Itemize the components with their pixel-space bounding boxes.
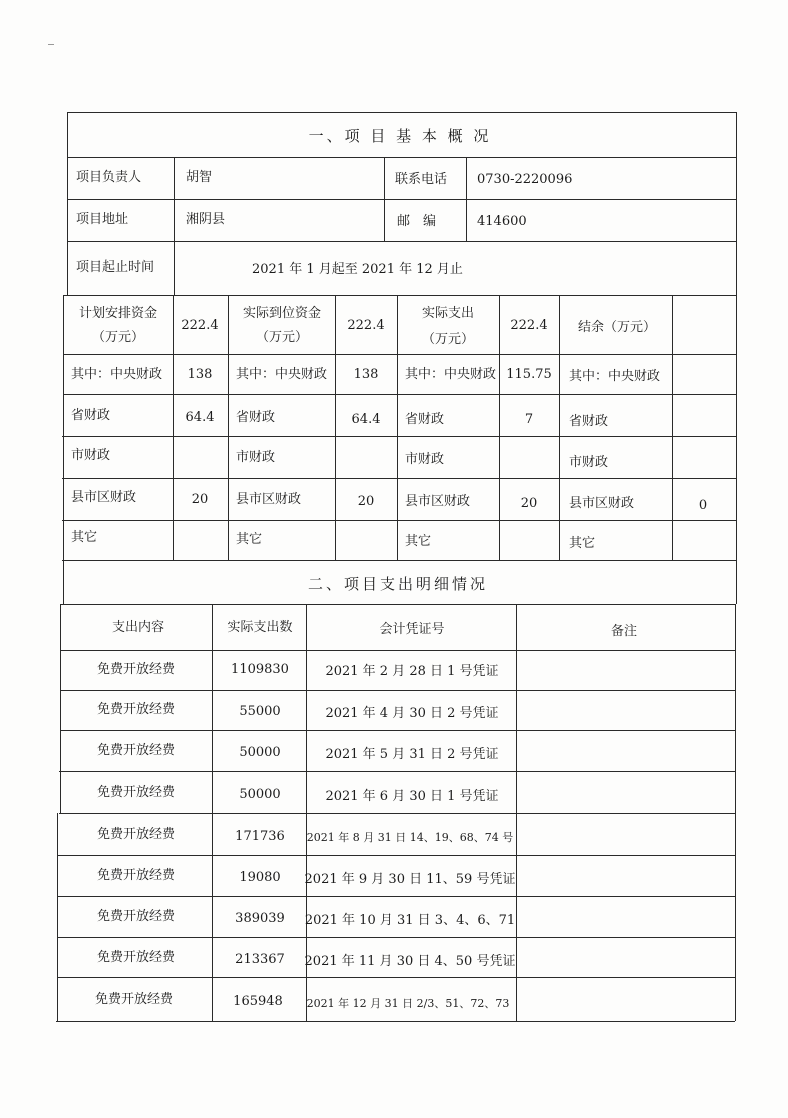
fund-row-label: 其中：中央财政	[569, 369, 661, 384]
row-voucher: 2021 年 6 月 30 日 1 号凭证	[325, 789, 499, 804]
row-content: 免费开放经费	[96, 702, 176, 717]
leader-value: 胡智	[186, 170, 213, 185]
row-content: 免费开放经费	[96, 785, 176, 800]
fund-row-value: 138	[187, 367, 213, 382]
row-content: 免费开放经费	[96, 950, 176, 965]
scan-mark	[48, 44, 54, 45]
row-voucher: 2021 年 5 月 31 日 2 号凭证	[325, 747, 499, 762]
header-voucher: 会计凭证号	[379, 622, 445, 637]
fund-row-value: 20	[520, 496, 538, 511]
spent-unit: （万元）	[421, 332, 475, 347]
fund-row-label: 省财政	[405, 412, 445, 427]
fund-row-value: 64.4	[351, 412, 381, 427]
planned-value: 222.4	[181, 318, 219, 333]
fund-row-label: 市财政	[405, 452, 445, 467]
spent-label: 实际支出	[421, 306, 475, 321]
fund-row-value: 115.75	[506, 367, 552, 382]
header-note: 备注	[610, 624, 638, 639]
header-amount: 实际支出数	[227, 620, 293, 635]
row-amount: 50000	[239, 787, 281, 802]
row-amount: 389039	[235, 911, 285, 926]
period-label: 项目起止时间	[76, 260, 155, 275]
row-amount: 213367	[235, 952, 285, 967]
fund-row-label: 其它	[71, 530, 98, 545]
row-voucher: 2021 年 11 月 30 日 4、50 号凭证	[304, 954, 516, 969]
fund-row-label: 县市区财政	[71, 490, 137, 505]
fund-row-label: 其中：中央财政	[405, 367, 497, 382]
row-content: 免费开放经费	[94, 992, 174, 1007]
header-content: 支出内容	[111, 620, 165, 635]
phone-value: 0730-2220096	[477, 172, 573, 187]
actual-label: 实际到位资金	[242, 306, 322, 321]
spent-value: 222.4	[510, 318, 548, 333]
row-voucher: 2021 年 2 月 28 日 1 号凭证	[325, 664, 499, 679]
row-amount: 171736	[235, 829, 285, 844]
fund-row-label: 其中：中央财政	[236, 367, 328, 382]
fund-row-label: 市财政	[569, 455, 609, 470]
fund-row-label: 省财政	[71, 408, 111, 423]
actual-value: 222.4	[347, 318, 385, 333]
fund-row-label: 其中：中央财政	[71, 367, 163, 382]
row-content: 免费开放经费	[96, 827, 176, 842]
fund-row-value: 7	[524, 412, 534, 427]
period-value: 2021 年 1 月起至 2021 年 12 月止	[252, 262, 463, 277]
row-content: 免费开放经费	[96, 909, 176, 924]
leader-label: 项目负责人	[76, 170, 142, 185]
phone-label: 联系电话	[395, 172, 448, 187]
fund-row-label: 其它	[236, 532, 263, 547]
row-content: 免费开放经费	[96, 868, 176, 883]
row-voucher: 2021 年 4 月 30 日 2 号凭证	[325, 706, 499, 721]
row-amount: 19080	[239, 870, 281, 885]
fund-row-value: 138	[353, 367, 379, 382]
fund-row-label: 县市区财政	[405, 494, 471, 509]
postcode-label: 邮 编	[397, 214, 437, 229]
row-voucher: 2021 年 12 月 31 日 2/3、51、72、73	[306, 997, 510, 1010]
fund-row-label: 其它	[569, 536, 596, 551]
fund-row-label: 市财政	[236, 450, 276, 465]
row-amount: 50000	[239, 745, 281, 760]
row-content: 免费开放经费	[96, 743, 176, 758]
fund-row-label: 省财政	[236, 410, 276, 425]
row-amount: 1109830	[231, 662, 289, 677]
fund-row-value: 20	[191, 492, 209, 507]
section2-title: 二、项目支出明细情况	[307, 575, 489, 593]
fund-row-value: 20	[357, 494, 375, 509]
fund-row-label: 县市区财政	[236, 492, 302, 507]
row-amount: 55000	[239, 704, 281, 719]
balance-label: 结余（万元）	[578, 320, 657, 335]
row-amount: 165948	[233, 994, 283, 1009]
planned-label: 计划安排资金	[78, 306, 158, 321]
fund-row-label: 县市区财政	[569, 496, 635, 511]
fund-row-label: 省财政	[569, 414, 609, 429]
address-value: 湘阴县	[186, 212, 226, 227]
fund-row-value: 0	[698, 498, 708, 513]
planned-unit: （万元）	[91, 330, 145, 345]
actual-unit: （万元）	[255, 330, 309, 345]
section1-title: 一、项 目 基 本 概 况	[308, 127, 492, 145]
fund-row-label: 市财政	[71, 448, 111, 463]
row-voucher: 2021 年 8 月 31 日 14、19、68、74 号	[306, 831, 514, 844]
row-content: 免费开放经费	[96, 662, 176, 677]
fund-row-value: 64.4	[185, 410, 215, 425]
row-voucher: 2021 年 10 月 31 日 3、4、6、71	[304, 913, 516, 928]
fund-row-label: 其它	[405, 534, 432, 549]
row-voucher: 2021 年 9 月 30 日 11、59 号凭证	[304, 872, 516, 887]
address-label: 项目地址	[76, 212, 129, 227]
postcode-value: 414600	[477, 214, 527, 229]
